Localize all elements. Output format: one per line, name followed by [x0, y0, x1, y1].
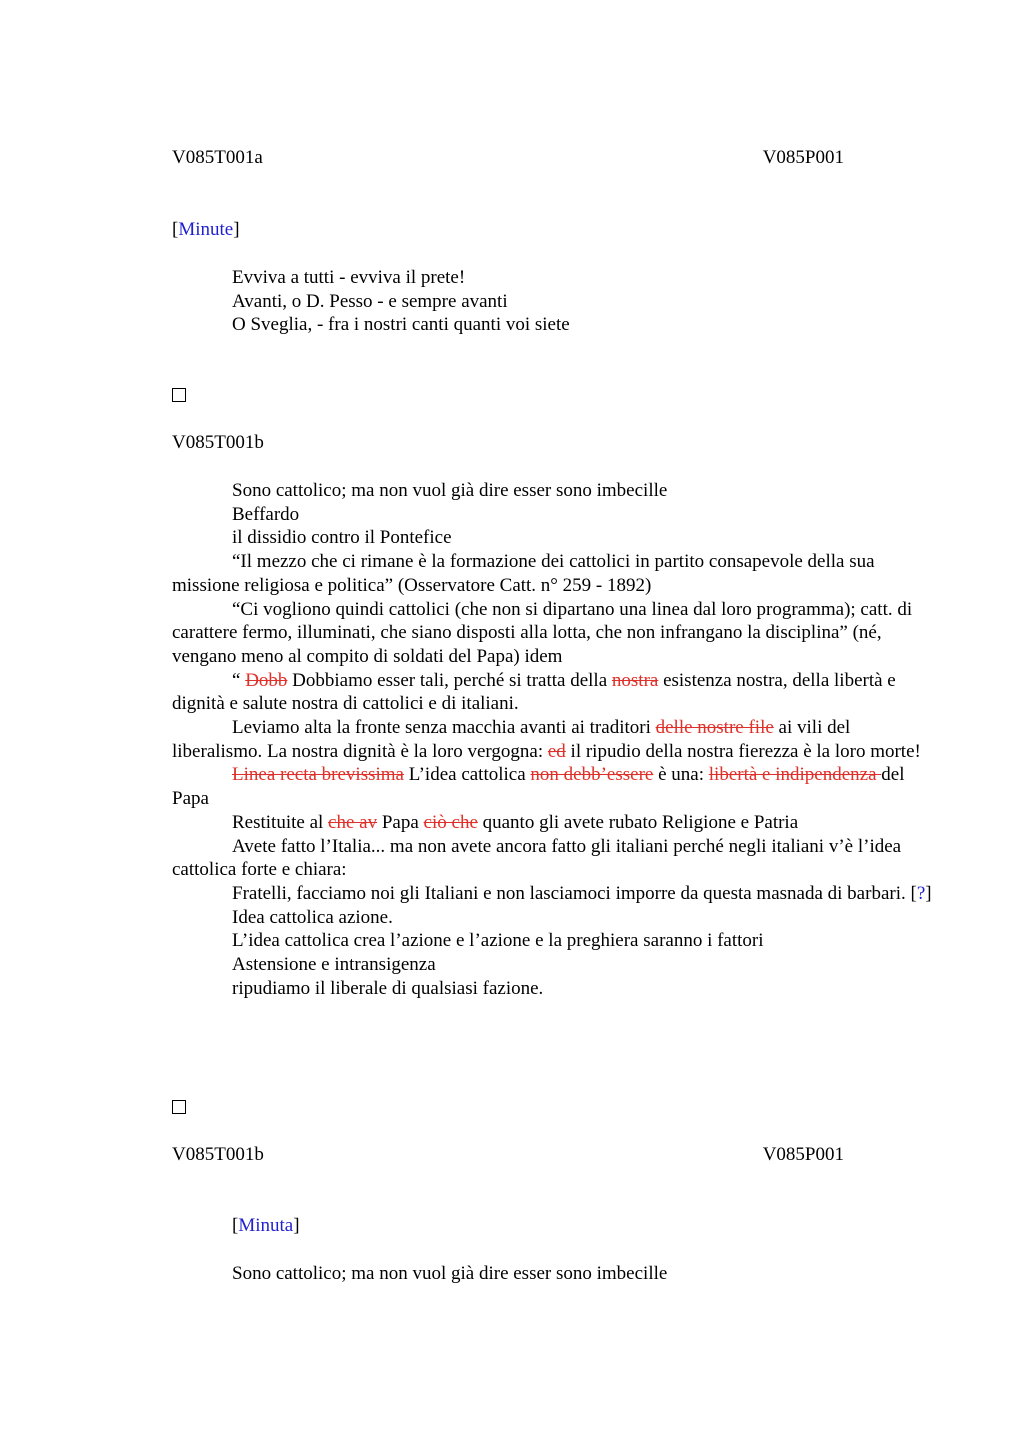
header-row: [172, 1143, 844, 1167]
paragraph: “ Dobb Dobbiamo esser tali, perché si tratta della nostra esistenza nostra, della libertà e dignità e salute nostra di cattolici e di italiani.: [172, 669, 896, 715]
page-code: V085P001: [762, 147, 844, 168]
paragraph: “Il mezzo che ci rimane è la formazione dei cattolici in partito consapevole della sua missione religiosa e politica” (Osservatore Catt. n° 259 - 1892): [172, 551, 875, 596]
paragraph: Beffardo: [232, 503, 300, 525]
paragraph: Fratelli, facciamo noi gli Italiani e non lasciamoci imporre da questa masnada di barbari. [?]: [232, 882, 932, 904]
final-line: Sono cattolico; ma non vuol già dire esser sono imbecille: [232, 1263, 668, 1284]
header-row: [172, 146, 844, 170]
paragraph: Astensione e intransigenza: [232, 954, 436, 976]
paragraph: Idea cattolica azione.: [232, 906, 393, 928]
document-code: V085T001a: [172, 147, 263, 168]
poem: [232, 266, 570, 337]
separator-box: [172, 385, 186, 409]
poem-line: Avanti, o D. Pesso - e sempre avanti: [232, 290, 508, 312]
deletion: che av: [328, 811, 378, 833]
paragraph: Sono cattolico; ma non vuol già dire esser sono imbecille: [232, 480, 668, 501]
poem-line: O Sveglia, - fra i nostri canti quanti voi siete: [232, 314, 570, 336]
minuta-link[interactable]: Minuta: [238, 1215, 294, 1236]
paragraph: “Ci vogliono quindi cattolici (che non si dipartano una linea dal loro programma); catt. di carattere fermo, illuminati, che siano disposti alla lotta, che non infrangano la disciplina” (né, vengano meno al compito di soldati del Papa) idem: [172, 598, 913, 667]
paragraph: il dissidio contro il Pontefice: [232, 527, 452, 549]
deletion: delle nostre file: [655, 717, 774, 739]
deletion: Linea recta brevissima: [232, 764, 404, 786]
deletion: non debb’essere: [530, 764, 654, 786]
deletion: nostra: [611, 669, 659, 691]
paragraph: Restituite al che av Papa ciò che quanto gli avete rubato Religione e Patria: [232, 811, 799, 833]
separator-box: [172, 1097, 186, 1121]
deletion: Dobb: [245, 669, 288, 691]
minute-link[interactable]: Minute: [178, 219, 234, 240]
page-code: V085P001: [762, 1144, 844, 1165]
uncertain-reading-link[interactable]: ?: [916, 882, 926, 904]
paragraph: ripudiamo il liberale di qualsiasi fazione.: [232, 977, 544, 999]
deletion: ed: [547, 740, 566, 762]
paragraph: Leviamo alta la fronte senza macchia avanti ai traditori delle nostre file ai vili del liberalismo. La nostra dignità è la loro vergogna: ed il ripudio della nostra fierezza è la loro morte!: [172, 717, 921, 762]
deletion: ciò che: [423, 811, 478, 833]
paragraph: L’idea cattolica crea l’azione e l’azione e la preghiera saranno i fattori: [232, 930, 764, 952]
transcription-body: [172, 479, 932, 1000]
minuta-label: [Minuta]: [232, 1215, 300, 1236]
section-title: V085T001b: [172, 432, 264, 453]
poem-line: Evviva a tutti - evviva il prete!: [232, 267, 466, 288]
paragraph: Linea recta brevissima L’idea cattolica non debb’essere è una: libertà e indipendenza del Papa: [172, 764, 905, 810]
paragraph: Avete fatto l’Italia... ma non avete ancora fatto gli italiani perché negli italiani v’è l’idea cattolica forte e chiara:: [172, 835, 902, 881]
document-code: V085T001b: [172, 1144, 264, 1165]
deletion: libertà e indipendenza: [708, 764, 882, 786]
minute-label: [Minute]: [172, 219, 240, 240]
